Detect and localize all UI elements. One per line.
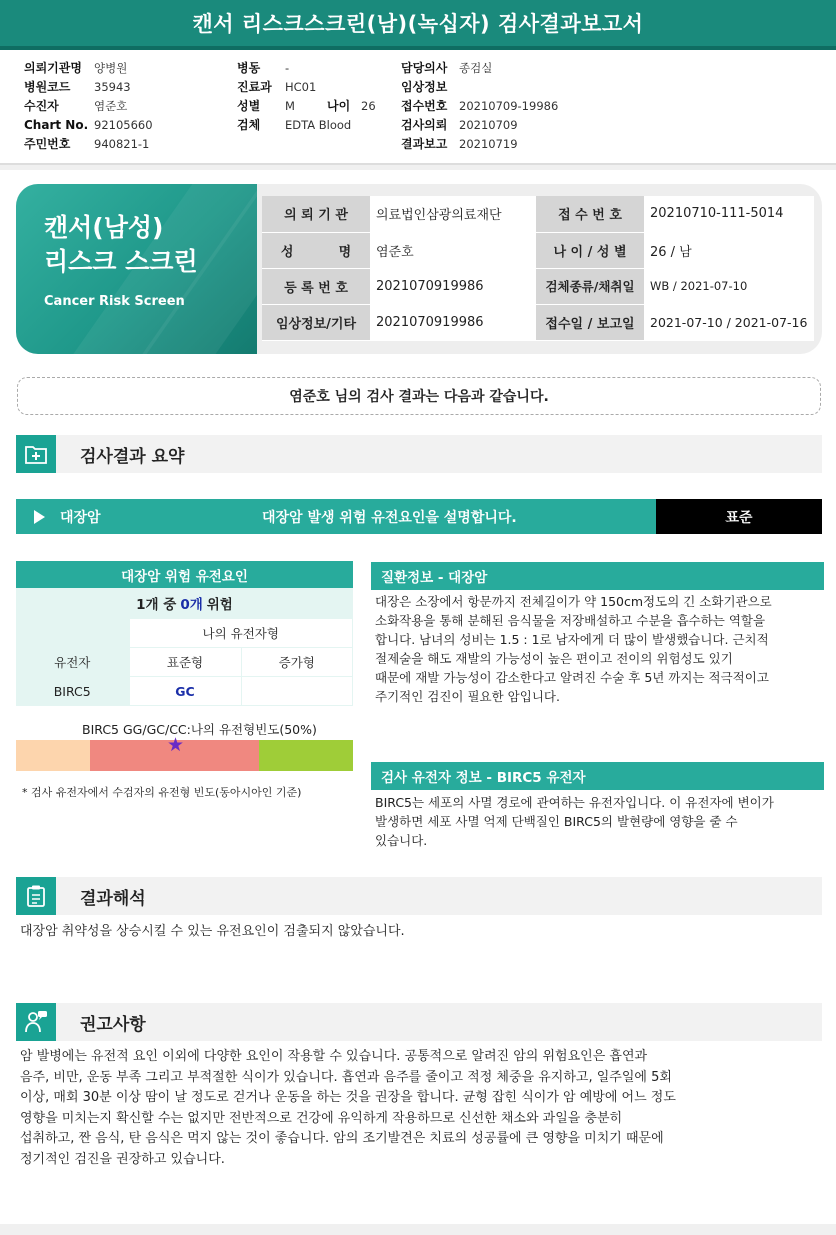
text-line: 대장은 소장에서 항문까지 전체길이가 약 150cm정도의 긴 소화기관으로: [375, 594, 772, 609]
frequency-label: BIRC5 GG/GC/CC:나의 유전형빈도(50%): [82, 722, 317, 737]
risk-factor-title: 대장암 위험 유전요인: [16, 561, 353, 588]
increased-genotype: [241, 677, 353, 706]
banner-line-1: 캔서(남성): [44, 213, 164, 242]
patient-value: 2021070919986: [370, 268, 536, 304]
table-row: [262, 196, 814, 232]
text-line: 음주, 비만, 운동 부족 그리고 부적절한 식이가 있습니다. 흡연과 음주를 줄이고 적정 체중을 유지하고, 일주일에 5회: [20, 1069, 672, 1085]
header-label: 결과보고: [401, 137, 448, 151]
gene-column-header: 유전자: [54, 655, 91, 670]
category-description: 대장암 발생 위험 유전요인을 설명합니다.: [262, 509, 517, 526]
table-row: [16, 619, 353, 648]
disease-info-title: 질환정보 - 대장암: [371, 562, 824, 590]
patient-key: 등 록 번 호: [262, 268, 370, 304]
section-interpretation-header: [16, 877, 822, 915]
text-line: 때문에 재발 가능성이 감소한다고 알려진 수술 후 5년 까지는 적극적이고: [375, 670, 769, 685]
patient-key: 임상정보/기타: [262, 304, 370, 340]
table-row: [262, 268, 814, 304]
category-bar: [16, 499, 822, 534]
category-teal: [16, 499, 656, 534]
increased-column-header: 증가형: [241, 648, 353, 677]
patient-key: 접수일 / 보고일: [536, 304, 644, 340]
my-genotype-header: 나의 유전자형: [129, 619, 353, 648]
header-row: [401, 96, 558, 115]
header-value: 20210719: [459, 136, 518, 151]
cancer-risk-banner: [16, 184, 257, 354]
age-label: 나이: [327, 99, 351, 113]
age-value: 26: [361, 98, 376, 113]
header-value: 20210709-19986: [459, 98, 559, 113]
header-row: [24, 58, 153, 77]
header-value: 20210709: [459, 117, 518, 132]
header-value: 92105660: [94, 117, 153, 132]
text-line: 발생하면 세포 사멸 억제 단백질인 BIRC5의 발현량에 영향을 줄 수: [375, 814, 738, 829]
result-notice: 염준호 님의 검사 결과는 다음과 같습니다.: [17, 377, 821, 415]
header-label: 담당의사: [401, 61, 448, 75]
category-name: 대장암: [60, 509, 101, 526]
patient-value: 2021-07-10 / 2021-07-16: [644, 304, 814, 340]
star-marker-icon: ★: [167, 734, 185, 756]
header-row: [401, 58, 558, 77]
header-row: [401, 134, 558, 153]
header-label: 진료과: [237, 80, 272, 94]
disease-info-text: [375, 592, 822, 706]
header-value: 양병원: [94, 60, 128, 75]
text-line: 이상, 매회 30분 이상 땀이 날 정도로 걷거나 운동을 하는 것을 권장을 합니다. 균형 잡힌 식이가 암 예방에 어느 정도: [20, 1090, 676, 1105]
table-row: [16, 677, 353, 706]
header-col-3: [401, 58, 558, 153]
patient-value: 2021070919986: [370, 304, 536, 340]
report-title: 캔서 리스크스크린(남)(녹십자) 검사결과보고서: [0, 0, 836, 46]
section-title: 권고사항: [80, 1014, 146, 1035]
header-label: 접수번호: [401, 99, 448, 113]
header-value: 종검실: [459, 60, 493, 75]
patient-value: WB / 2021-07-10: [644, 268, 814, 304]
play-arrow-icon: [34, 510, 45, 524]
header-value: 940821-1: [94, 136, 150, 151]
risk-count-suffix: 위험: [206, 597, 233, 613]
genotype-frequency-bar: [16, 740, 353, 771]
header-value: EDTA Blood: [285, 117, 352, 132]
footer-band: [0, 1224, 836, 1235]
text-line: 소화작용을 통해 분해된 음식물을 저장배설하고 수분을 흡수하는 역할을: [375, 613, 766, 628]
patient-key: 성 명: [262, 232, 370, 268]
section-title: 검사결과 요약: [80, 446, 185, 467]
header-row: [237, 58, 376, 77]
header-row: [237, 115, 376, 134]
patient-value: 20210710-111-5014: [644, 196, 814, 232]
text-line: 정기적인 검진을 권장하고 있습니다.: [20, 1151, 225, 1167]
patient-value: 염준호: [370, 232, 536, 268]
header-row: [237, 96, 376, 115]
header-label: 수진자: [24, 99, 59, 113]
gene-info-title: 검사 유전자 정보 - BIRC5 유전자: [371, 762, 824, 790]
header-row: [24, 134, 153, 153]
patient-value: 26 / 남: [644, 232, 814, 268]
status-badge: 표준: [656, 499, 822, 534]
text-line: 암 발병에는 유전적 요인 이외에 다양한 요인이 작용할 수 있습니다. 공통적으로 알려진 암의 위험요인은 흡연과: [20, 1049, 648, 1064]
header-label: 검사의뢰: [401, 118, 448, 132]
doctor-consult-icon: [16, 1003, 56, 1041]
section-recommendation-header: [16, 1003, 822, 1041]
header-label: 주민번호: [24, 137, 71, 151]
text-line: BIRC5는 세포의 사멸 경로에 관여하는 유전자입니다. 이 유전자에 변이가: [375, 795, 774, 810]
patient-key: 의 뢰 기 관: [262, 196, 370, 232]
standard-genotype: GC: [129, 677, 241, 706]
gene-name: BIRC5: [53, 683, 91, 699]
frequency-footnote: * 검사 유전자에서 수검자의 유전형 빈도(동아시아인 기준): [22, 786, 302, 799]
banner-line-2: 리스크 스크린: [44, 247, 198, 276]
banner-title: [44, 211, 198, 279]
clipboard-icon: [16, 877, 56, 915]
header-row: [24, 77, 153, 96]
header-row: [24, 115, 153, 134]
risk-count-value: 0개: [180, 597, 203, 613]
header-value: 35943: [94, 79, 131, 94]
text-line: 주기적인 검진이 필요한 암입니다.: [375, 689, 560, 704]
patient-info-table: [262, 196, 814, 341]
risk-count-prefix: 1개 중: [136, 597, 177, 613]
table-row: [262, 304, 814, 340]
frequency-segment-gg: [16, 740, 90, 771]
text-line: 섭취하고, 짠 음식, 탄 음식은 먹지 않는 것이 좋습니다. 암의 조기발견은 치료의 성공률에 큰 영향을 미치기 때문에: [20, 1131, 664, 1146]
frequency-segment-cc: [259, 740, 353, 771]
report-header: [0, 50, 836, 165]
header-col-2: [237, 58, 376, 134]
text-line: 영향을 미치는지 확신할 수는 없지만 전반적으로 건강에 유익하게 작용하므로 신선한 채소와 과일을 충분히: [20, 1110, 623, 1126]
header-col-1: [24, 58, 153, 153]
patient-key: 나 이 / 성 별: [536, 232, 644, 268]
patient-value: 의료법인삼광의료재단: [370, 196, 536, 232]
header-row: [24, 96, 153, 115]
header-label: 병원코드: [24, 80, 71, 94]
interpretation-text: 대장암 취약성을 상승시킬 수 있는 유전요인이 검출되지 않았습니다.: [20, 924, 405, 939]
header-label: 성별: [237, 99, 261, 113]
recommendation-text: [20, 1047, 676, 1170]
header-label: 임상정보: [401, 80, 448, 94]
header-row: [237, 77, 376, 96]
header-label: 검체: [237, 118, 261, 132]
section-summary-header: [16, 435, 822, 473]
patient-key: 검체종류/채취일: [536, 268, 644, 304]
header-label: 의뢰기관명: [24, 61, 82, 75]
patient-key: 접 수 번 호: [536, 196, 644, 232]
header-value: HC01: [285, 79, 317, 94]
risk-count: [16, 588, 353, 618]
text-line: 있습니다.: [375, 833, 428, 848]
text-line: 절제술을 해도 재발의 가능성이 높은 편이고 전이의 위험성도 있기: [375, 651, 733, 666]
header-value: M: [285, 98, 295, 113]
header-value: -: [285, 60, 290, 75]
table-row: [16, 648, 353, 677]
folder-plus-icon: [16, 435, 56, 473]
header-value: 염준호: [94, 98, 128, 113]
banner-subtitle: Cancer Risk Screen: [44, 294, 185, 309]
genotype-table: [16, 618, 353, 706]
text-line: 합니다. 남녀의 성비는 1.5 : 1로 남자에게 더 많이 발생했습니다. 근치적: [375, 632, 769, 647]
standard-column-header: 표준형: [129, 648, 241, 677]
header-label: 병동: [237, 61, 261, 75]
header-label: Chart No.: [24, 117, 89, 132]
header-row: [401, 115, 558, 134]
header-row: [401, 77, 558, 96]
divider-band: [0, 165, 836, 170]
gene-info-text: [375, 793, 822, 850]
section-title: 결과해석: [80, 888, 146, 909]
table-row: [262, 232, 814, 268]
table-cell: [16, 619, 129, 648]
